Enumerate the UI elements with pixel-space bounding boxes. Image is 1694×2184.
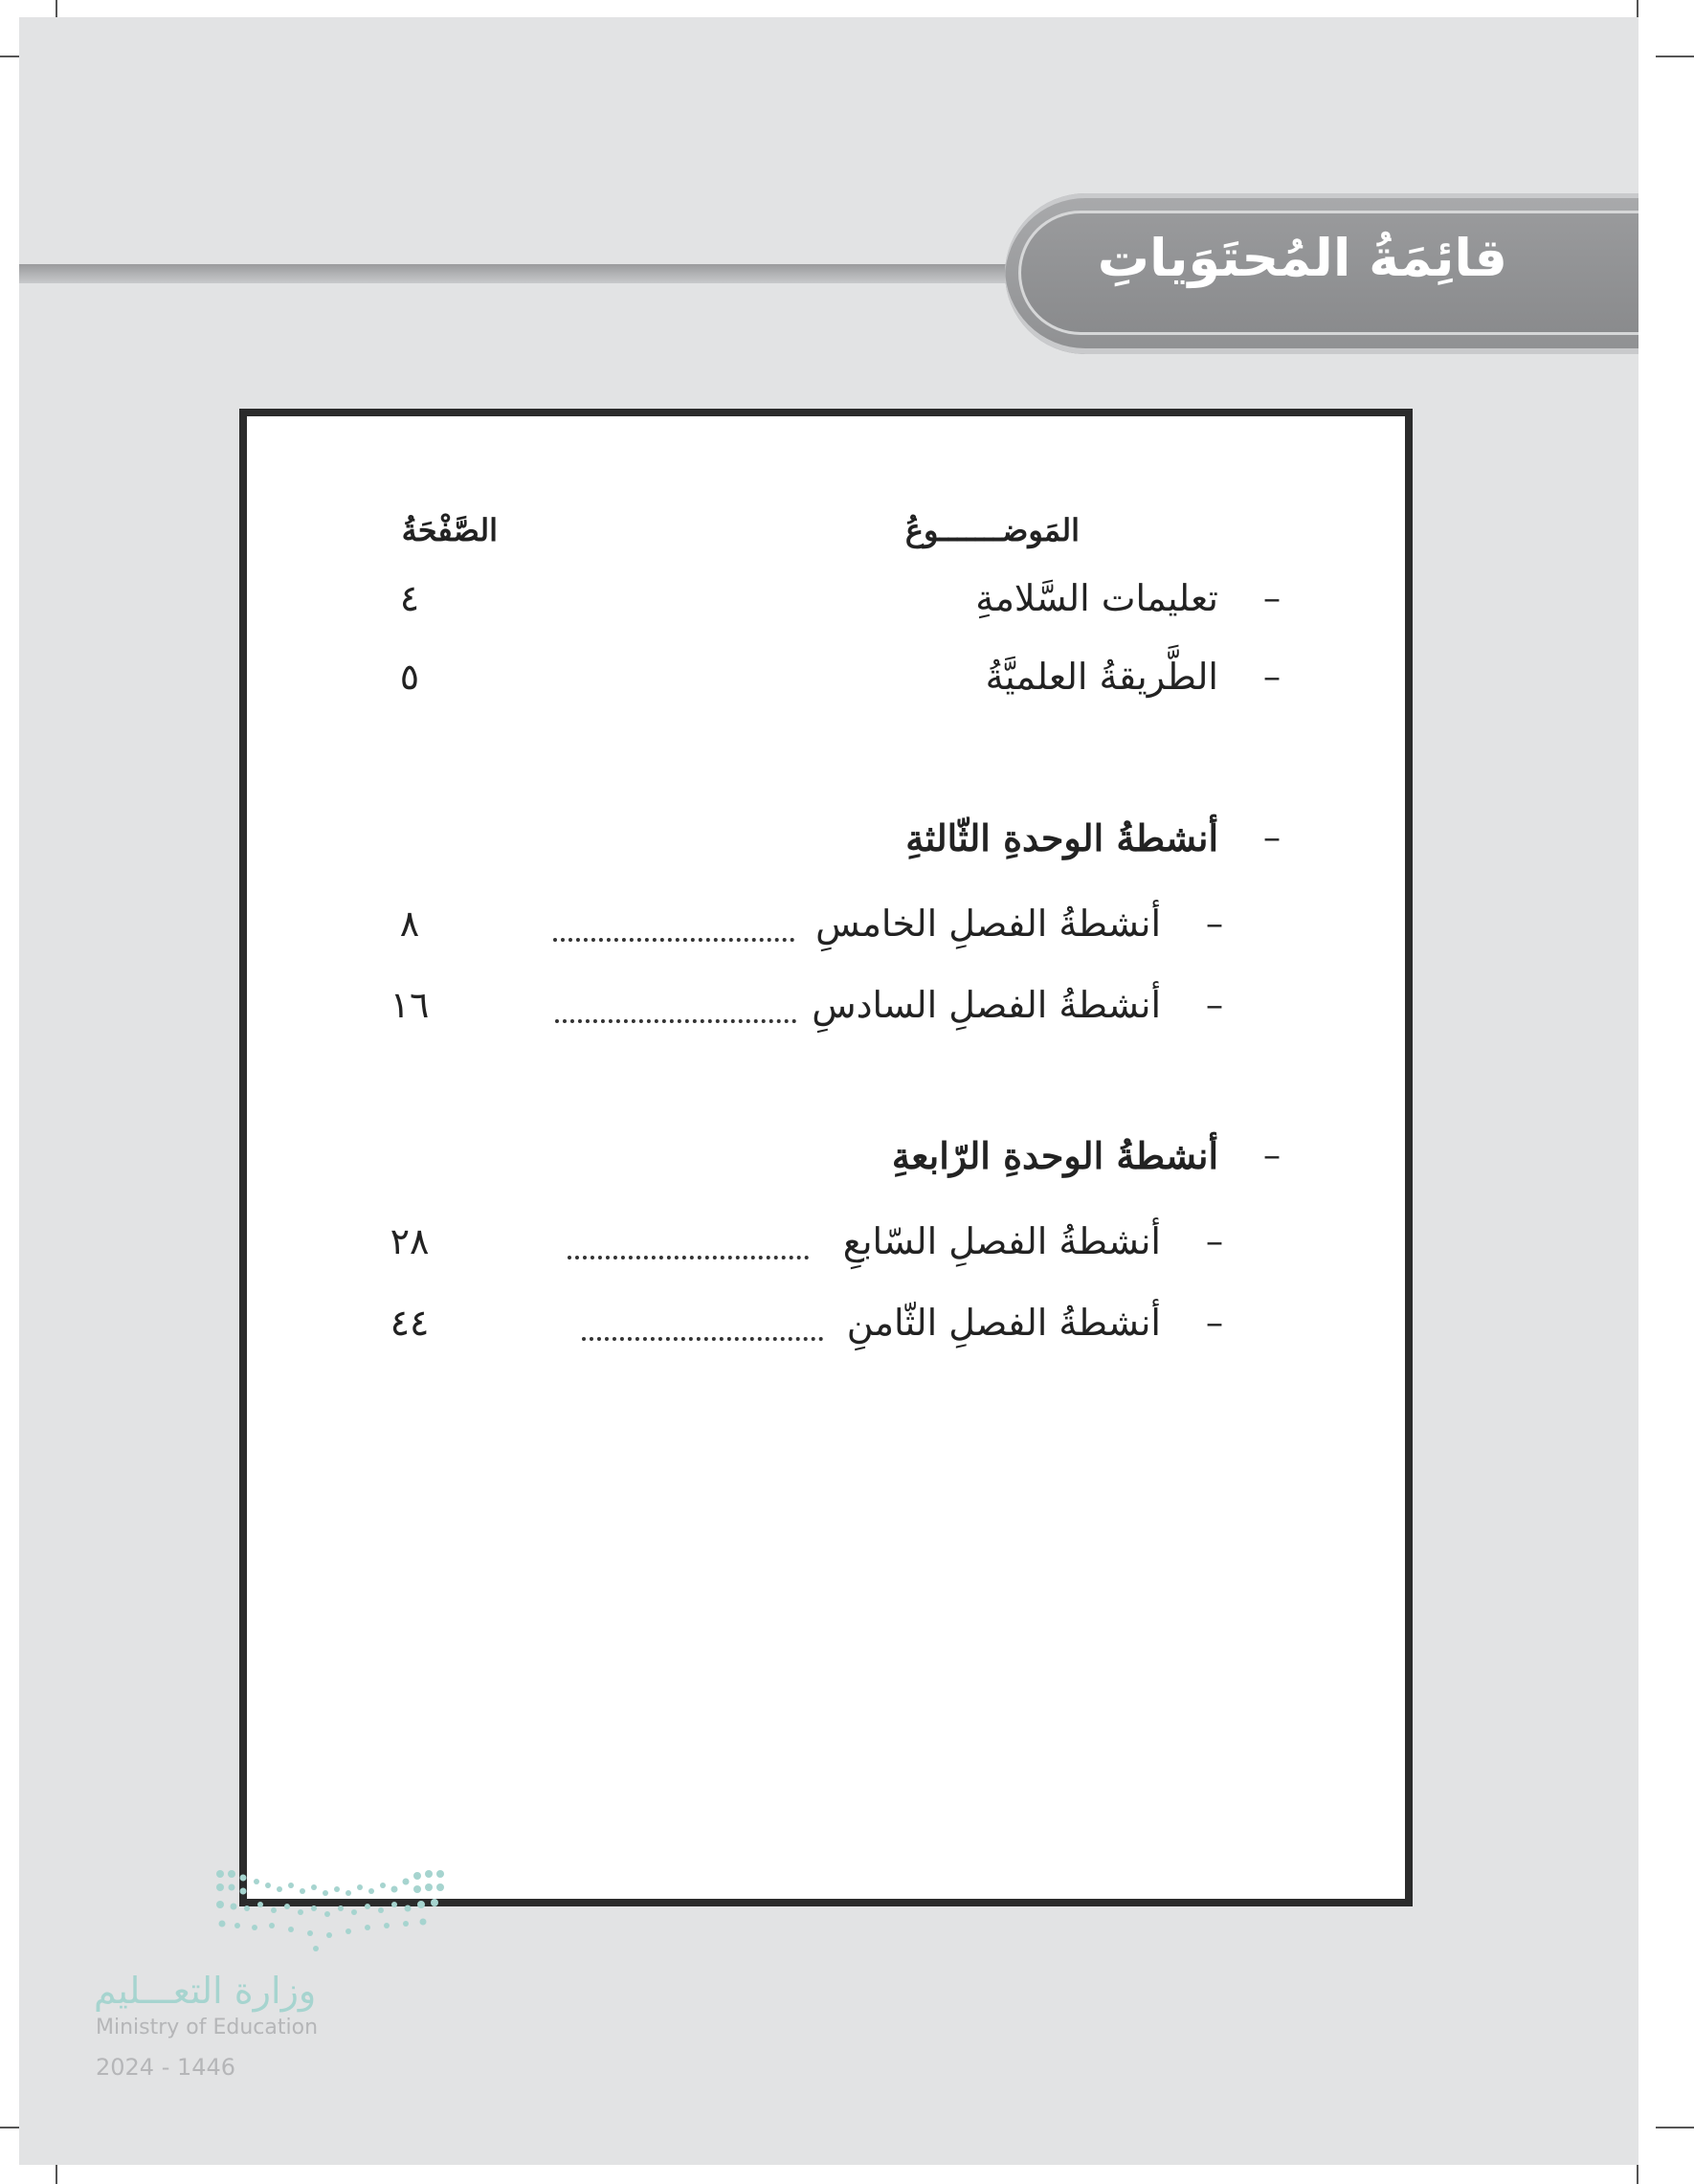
entry-label: أنشطةُ الفصلِ السادسِ [812, 984, 1161, 1026]
crop-mark [1637, 2165, 1638, 2184]
entry-dash: – [1263, 818, 1281, 858]
leader-dots [555, 1019, 796, 1023]
entry-page: ٤٤ [390, 1302, 430, 1344]
header-page: الصَّفْحَةُ [401, 512, 498, 548]
entry-page: ١٦ [390, 984, 430, 1026]
ministry-name-ar: وزارة التعـــليم [94, 1970, 317, 2012]
leader-dots [553, 938, 794, 942]
ministry-name-en: Ministry of Education [96, 2016, 319, 2039]
entry-dash: – [1206, 1304, 1223, 1343]
header-topic: المَوضـــــــوعُ [904, 512, 1080, 548]
entry-label: أنشطةُ الفصلِ الخامسِ [815, 903, 1161, 945]
page-title: قائِمَةُ المُحتَوَياتِ [1097, 228, 1507, 288]
crop-mark [1656, 2127, 1694, 2128]
entry-dash: – [1263, 657, 1281, 697]
entry-page: ٤ [399, 577, 420, 619]
entry-dash: – [1206, 904, 1223, 944]
crop-mark [56, 2165, 57, 2184]
crop-mark [1656, 56, 1694, 57]
entry-dash: – [1206, 1222, 1223, 1261]
ministry-logo-icon [211, 1866, 450, 1952]
entry-label: تعليمات السَّلامةِ [975, 577, 1218, 619]
unit-heading: أنشطةُ الوحدةِ الثّالثةِ [905, 816, 1218, 859]
contents-box [239, 409, 1413, 1906]
entry-label: أنشطةُ الفصلِ الثّامنِ [846, 1302, 1161, 1344]
title-band-line [19, 264, 1062, 283]
entry-label: أنشطةُ الفصلِ السّابعِ [842, 1220, 1161, 1262]
unit-heading: أنشطةُ الوحدةِ الرّابعةِ [891, 1134, 1218, 1177]
entry-dash: – [1263, 579, 1281, 618]
entry-dash: – [1263, 1136, 1281, 1175]
entry-label: الطَّريقةُ العلميَّةُ [985, 656, 1218, 698]
entry-page: ٨ [399, 903, 420, 945]
entry-page: ٥ [399, 656, 420, 698]
entry-dash: – [1206, 986, 1223, 1025]
entry-page: ٢٨ [390, 1220, 430, 1262]
leader-dots [568, 1256, 809, 1259]
ministry-year: 2024 - 1446 [96, 2054, 236, 2081]
leader-dots [582, 1337, 823, 1341]
